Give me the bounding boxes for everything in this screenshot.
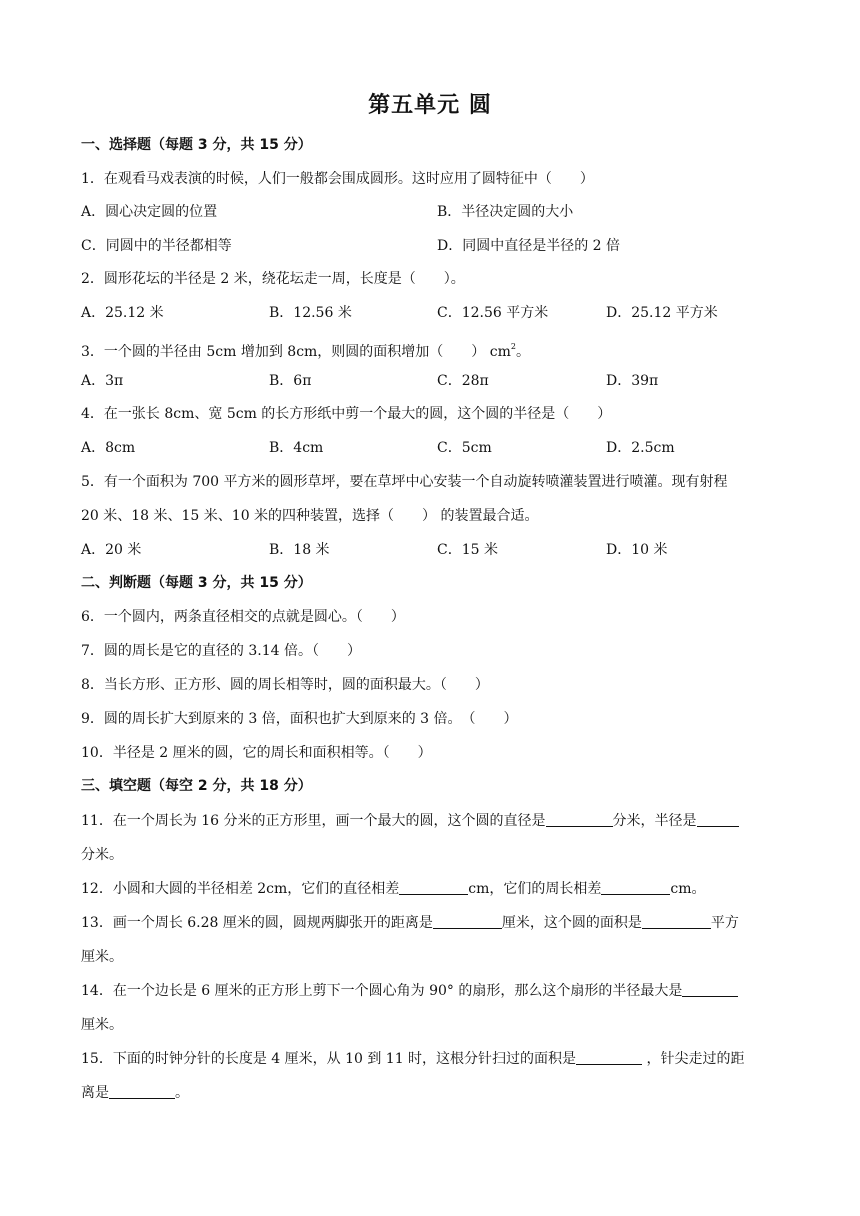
question-9: 9．圆的周长扩大到原来的 3 倍，面积也扩大到原来的 3 倍。 （ ） [81, 711, 518, 727]
question-7: 7．圆的周长是它的直径的 3.14 倍。（ ） [81, 643, 361, 659]
q11-text-b: 分米，半径是 [612, 813, 697, 829]
question-6: 6．一个圆内，两条直径相交的点就是圆心。（ ） [81, 609, 405, 625]
q15-text-c: 离是 [81, 1085, 109, 1101]
q5-option-c: C．15 米 [437, 542, 498, 558]
q12-text-b: cm，它们的周长相差 [468, 881, 602, 897]
question-5-stem-line-2: 20 米、18 米、15 米、10 米的四种装置，选择（ ） 的装置最合适。 [81, 508, 539, 524]
answer-blank[interactable] [433, 914, 502, 929]
question-1-stem: 1．在观看马戏表演的时候，人们一般都会围成圆形。这时应用了圆特征中（ ） [81, 171, 594, 187]
q3-stem-tail: 。 [515, 344, 530, 360]
q1-option-b: B．半径决定圆的大小 [437, 204, 574, 220]
q4-option-b: B．4cm [269, 440, 324, 456]
q2-option-a: A．25.12 米 [81, 305, 164, 321]
question-8: 8．当长方形、正方形、圆的周长相等时，圆的面积最大。（ ） [81, 677, 489, 693]
answer-blank[interactable] [399, 880, 468, 895]
q1-option-a: A．圆心决定圆的位置 [81, 204, 218, 220]
question-13-line-1 [81, 913, 780, 933]
answer-blank[interactable] [576, 1050, 642, 1065]
question-13-line-2: 厘米。 [81, 949, 123, 965]
q13-text-b: 厘米，这个圆的面积是 [501, 915, 642, 931]
section-heading-judge: 二、判断题（每题 3 分，共 15 分） [81, 575, 312, 591]
question-12 [81, 879, 780, 899]
q12-text-c: cm。 [670, 881, 706, 897]
page-title: 第五单元 圆 [368, 93, 492, 118]
question-11-line-2: 分米。 [81, 847, 123, 863]
q13-text-a: 13．画一个周长 6.28 厘米的圆，圆规两脚张开的距离是 [81, 915, 433, 931]
answer-blank[interactable] [601, 880, 670, 895]
section-heading-choice: 一、选择题（每题 3 分，共 15 分） [81, 137, 312, 153]
answer-blank[interactable] [642, 914, 711, 929]
q13-text-c: 平方 [710, 915, 739, 931]
question-3-stem [81, 337, 780, 362]
q3-option-a: A．3π [81, 373, 124, 389]
question-15-line-1 [81, 1049, 780, 1069]
q4-option-d: D．2.5cm [606, 440, 675, 456]
question-14-line-2: 厘米。 [81, 1017, 123, 1033]
q4-option-a: A．8cm [81, 440, 136, 456]
q14-text-a: 14．在一个边长是 6 厘米的正方形上剪下一个圆心角为 90° 的扇形，那么这个扇形的半径最大是 [81, 983, 683, 999]
answer-blank[interactable] [546, 812, 613, 827]
question-4-stem: 4．在一张长 8cm、宽 5cm 的长方形纸中剪一个最大的圆，这个圆的半径是（ ） [81, 406, 612, 422]
q5-option-b: B．18 米 [269, 542, 330, 558]
q3-option-d: D．39π [606, 373, 659, 389]
question-15-line-2 [81, 1083, 780, 1103]
q5-option-a: A．20 米 [81, 542, 142, 558]
answer-blank[interactable] [697, 812, 739, 827]
q2-option-d: D．25.12 平方米 [606, 305, 718, 321]
q4-option-c: C．5cm [437, 440, 492, 456]
question-2-stem: 2．圆形花坛的半径是 2 米，绕花坛走一周，长度是（ ）。 [81, 271, 465, 287]
answer-blank[interactable] [109, 1084, 175, 1099]
answer-blank[interactable] [682, 982, 738, 997]
q2-option-b: B．12.56 米 [269, 305, 352, 321]
q12-text-a: 12．小圆和大圆的半径相差 2cm，它们的直径相差 [81, 881, 400, 897]
question-5-stem-line-1: 5．有一个面积为 700 平方米的圆形草坪，要在草坪中心安装一个自动旋转喷灌装置进行喷灌。现有射程 [81, 474, 728, 490]
q1-option-d: D．同圆中直径是半径的 2 倍 [437, 238, 621, 254]
q15-text-a: 15．下面的时钟分针的长度是 4 厘米，从 10 到 11 时，这根分针扫过的面积是 [81, 1051, 577, 1067]
q11-text-a: 11．在一个周长为 16 分米的正方形里，画一个最大的圆，这个圆的直径是 [81, 813, 546, 829]
q3-option-c: C．28π [437, 373, 489, 389]
q2-option-c: C．12.56 平方米 [437, 305, 549, 321]
q5-option-d: D．10 米 [606, 542, 668, 558]
question-14-line-1 [81, 981, 780, 1001]
q15-text-b: ，针尖走过的距 [642, 1051, 745, 1067]
question-10: 10．半径是 2 厘米的圆，它的周长和面积相等。（ ） [81, 745, 432, 761]
q15-text-d: 。 [175, 1085, 189, 1101]
section-heading-fill: 三、填空题（每空 2 分，共 18 分） [81, 778, 312, 794]
q3-option-b: B．6π [269, 373, 312, 389]
q3-superscript: 2 [510, 342, 516, 351]
q1-option-c: C．同圆中的半径都相等 [81, 238, 232, 254]
question-11-line-1 [81, 811, 780, 831]
q3-stem-text: 3．一个圆的半径由 5cm 增加到 8cm，则圆的面积增加（ ） cm [81, 344, 511, 360]
